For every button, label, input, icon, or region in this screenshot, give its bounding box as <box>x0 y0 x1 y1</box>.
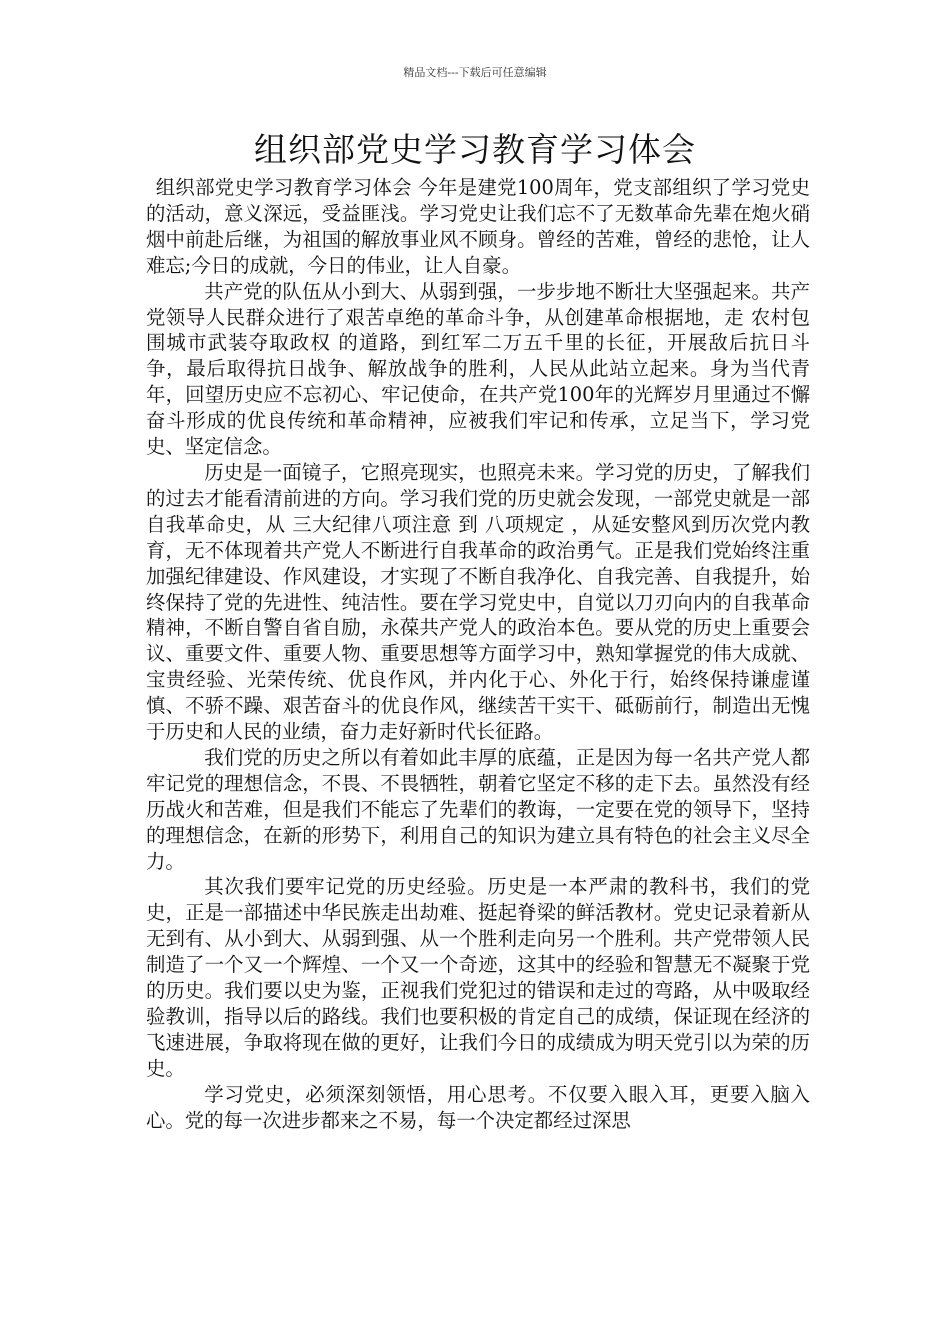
document-title: 组织部党史学习教育学习体会 <box>254 130 696 169</box>
paragraph: 学习党史，必须深刻领悟，用心思考。不仅要入眼入耳，更要入脑入心。党的每一次进步都来之不易，每一个决定都经过深思 <box>146 1082 810 1132</box>
page-header-note: 精品文档---下载后可任意编辑 <box>403 66 547 79</box>
paragraph: 组织部党史学习教育学习体会 今年是建党100周年，党支部组织了学习党史的活动，意义深远，受益匪浅。学习党史让我们忘不了无数革命先辈在炮火硝烟中前赴后继，为祖国的解放事业风不顾身。曾经的苦难，曾经的悲怆，让人难忘;今日的成就，今日的伟业，让人自豪。 <box>146 176 810 277</box>
document-body <box>146 175 810 1134</box>
paragraph: 历史是一面镜子，它照亮现实，也照亮未来。学习党的历史，了解我们的过去才能看清前进的方向。学习我们党的历史就会发现，一部党史就是一部自我革命史，从 三大纪律八项注意 到 八项规定 ，从延安整风到历次党内教育，无不体现着共产党人不断进行自我革命的政治勇气。正是我们党始终注重加强纪律建设、作风建设，才实现了不断自我净化、自我完善、自我提升，始终保持了党的先进性、纯洁性。要在学习党史中，自觉以刀刃向内的自我革命精神，不断自警自省自励，永葆共产党人的政治本色。要从党的历史上重要会议、重要文件、重要人物、重要思想等方面学习中，熟知掌握党的伟大成就、宝贵经验、光荣传统、优良作风，并内化于心、外化于行，始终保持谦虚谨慎、不骄不躁、艰苦奋斗的优良作风，继续苦干实干、砥砺前行，制造出无愧于历史和人民的业绩，奋力走好新时代长征路。 <box>146 460 810 744</box>
paragraph: 共产党的队伍从小到大、从弱到强，一步步地不断壮大坚强起来。共产党领导人民群众进行了艰苦卓绝的革命斗争，从创建革命根据地，走 农村包围城市武装夺取政权 的道路，到红军二万五千里的长征，开展敌后抗日斗争，最后取得抗日战争、解放战争的胜利，人民从此站立起来。身为当代青年，回望历史应不忘初心、牢记使命，在共产党100年的光辉岁月里通过不懈奋斗形成的优良传统和革命精神，应被我们牢记和传承，立足当下，学习党史、坚定信念。 <box>146 279 810 459</box>
paragraph: 我们党的历史之所以有着如此丰厚的底蕴，正是因为每一名共产党人都牢记党的理想信念，不畏、不畏牺牲，朝着它坚定不移的走下去。虽然没有经历战火和苦难，但是我们不能忘了先辈们的教诲，一定要在党的领导下，坚持的理想信念，在新的形势下，利用自己的知识为建立具有特色的社会主义尽全力。 <box>146 745 810 873</box>
paragraph: 其次我们要牢记党的历史经验。历史是一本严肃的教科书，我们的党史，正是一部描述中华民族走出劫难、挺起脊梁的鲜活教材。党史记录着新从无到有、从小到大、从弱到强、从一个胜利走向另一个胜利。共产党带领人民制造了一个又一个辉煌、一个又一个奇迹，这其中的经验和智慧无不凝聚于党的历史。我们要以史为鉴，正视我们党犯过的错误和走过的弯路，从中吸取经验教训，指导以后的路线。我们也要积极的肯定自己的成绩，保证现在经济的飞速进展，争取将现在做的更好，让我们今日的成绩成为明天党引以为荣的历史。 <box>146 875 810 1080</box>
